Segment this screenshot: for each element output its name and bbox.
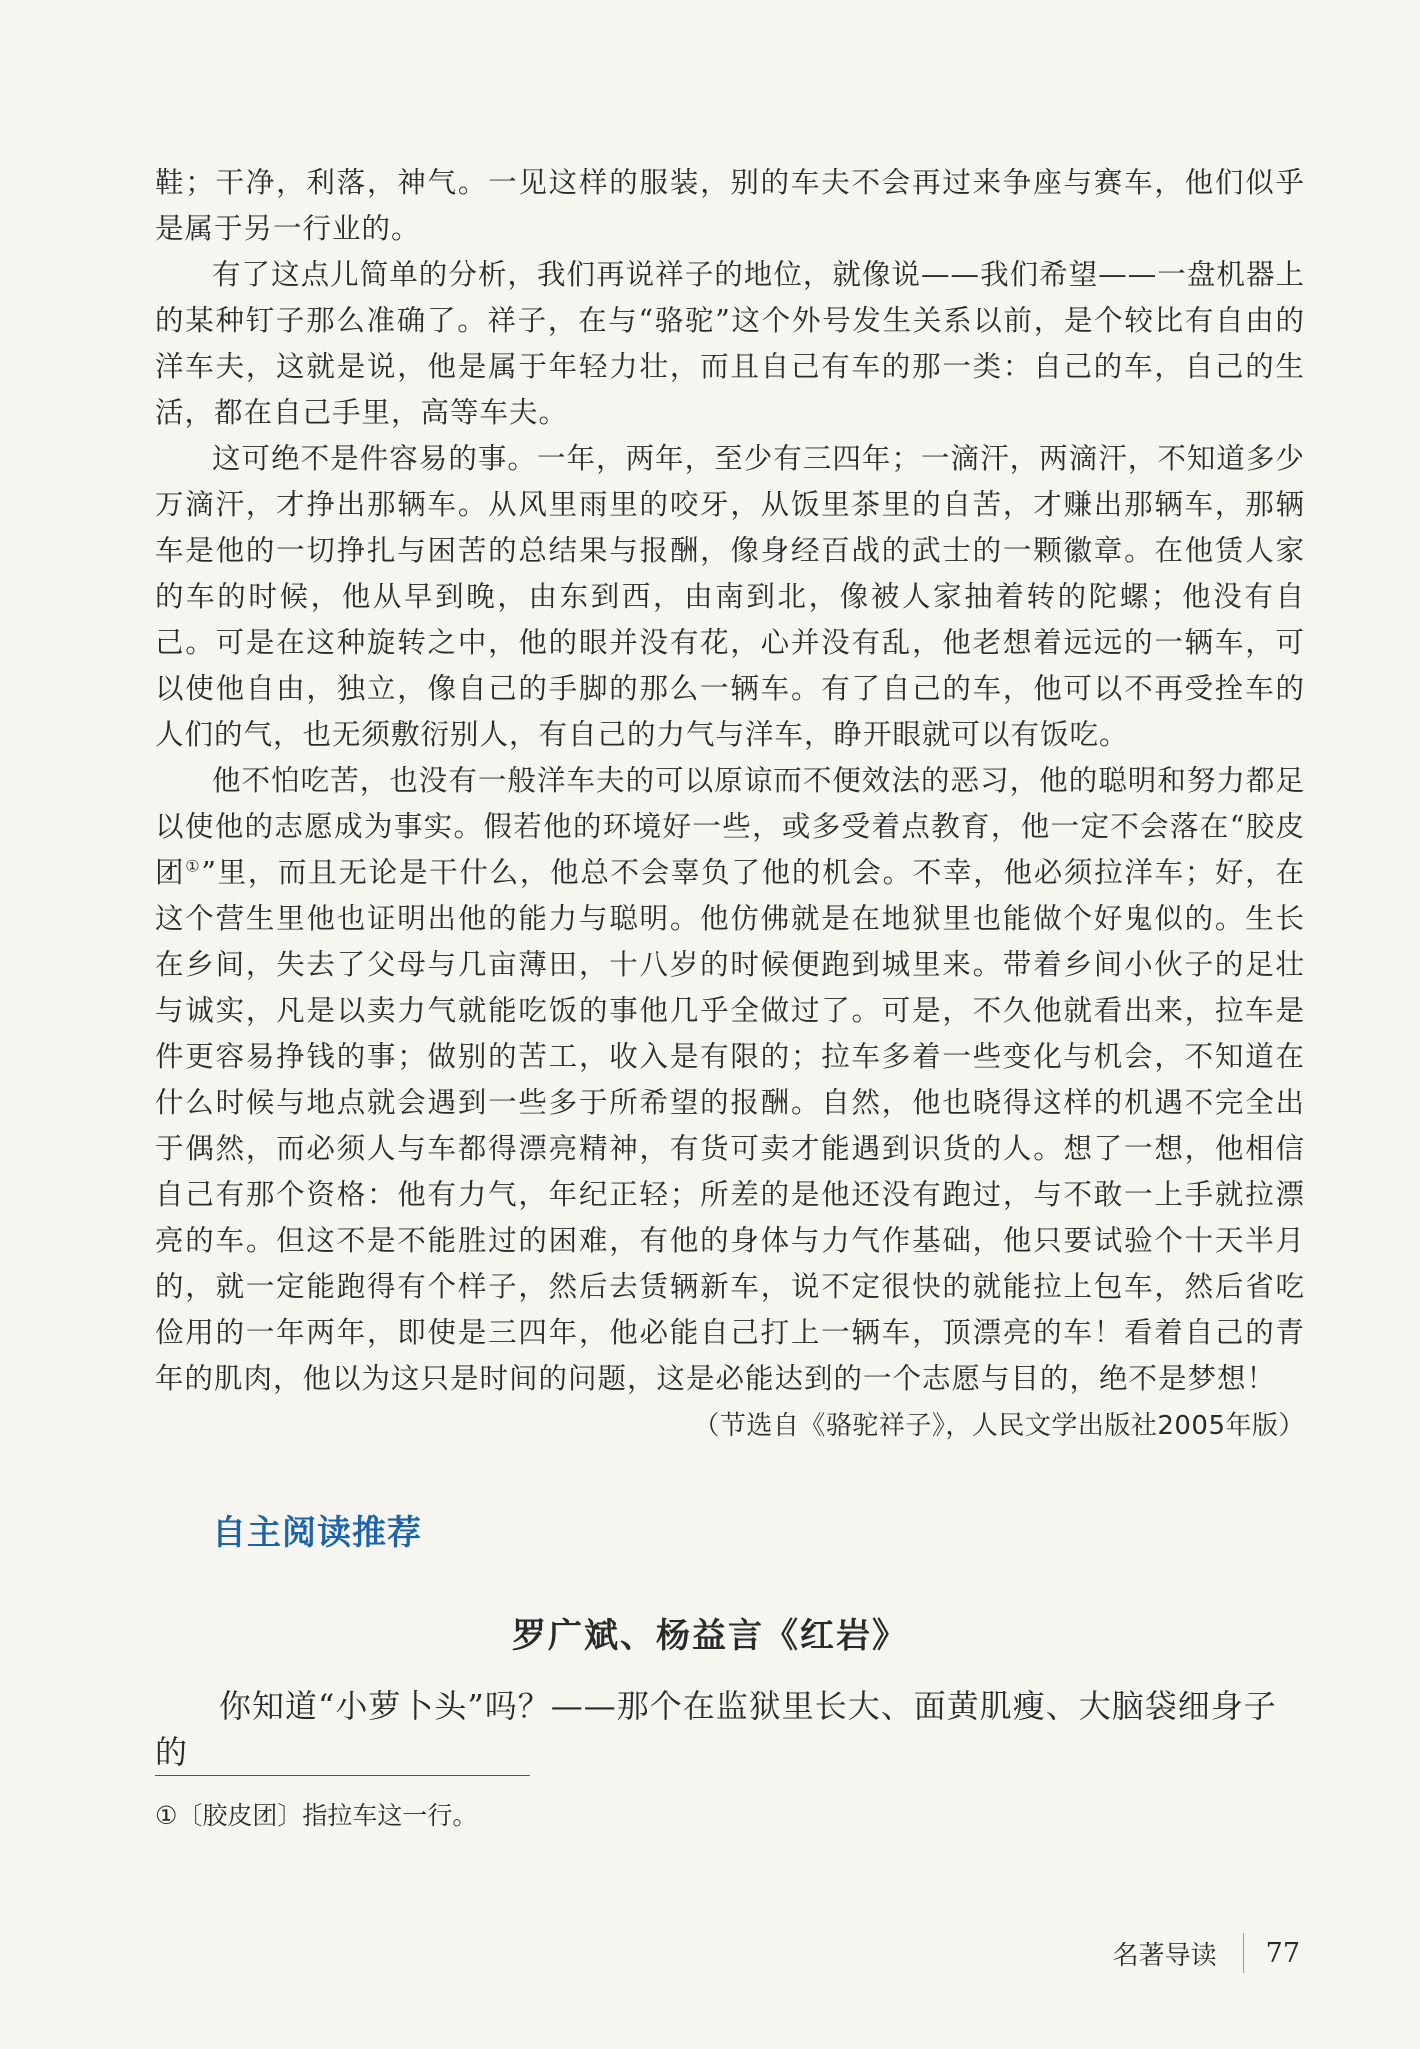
excerpt-body — [155, 160, 1305, 1448]
footer-divider — [1243, 1933, 1244, 1973]
recommendation-intro: 你知道“小萝卜头”吗？——那个在监狱里长大、面黄肌瘦、大脑袋细身子的 — [155, 1687, 1277, 1771]
footnote: ①〔胶皮团〕指拉车这一行。 — [155, 1801, 478, 1830]
footnote-divider — [155, 1775, 530, 1776]
page-footer — [1113, 1933, 1300, 1973]
paragraph-3: 这可绝不是件容易的事。一年，两年，至少有三四年；一滴汗，两滴汗，不知道多少万滴汗，才挣出那辆车。从风里雨里的咬牙，从饭里茶里的自苦，才赚出那辆车，那辆车是他的一切挣扎与困苦的总结果与报酬，像身经百战的武士的一颗徽章。在他赁人家的车的时候，他从早到晚，由东到西，由南到北，像被人家抽着转的陀螺；他没有自己。可是在这种旋转之中，他的眼并没有花，心并没有乱，他老想着远远的一辆车，可以使他自由，独立，像自己的手脚的那么一辆车。有了自己的车，他可以不再受拴车的人们的气，也无须敷衍别人，有自己的力气与洋车，睁开眼就可以有饭吃。 — [155, 442, 1305, 751]
footer-label: 名著导读 — [1112, 1940, 1217, 1971]
excerpt-source: （节选自《骆驼祥子》，人民文学出版社2005年版） — [693, 1411, 1305, 1441]
paragraph-2: 有了这点儿简单的分析，我们再说祥子的地位，就像说——我们希望——一盘机器上的某种钉子那么准确了。祥子，在与“骆驼”这个外号发生关系以前，是个较比有自由的洋车夫，这就是说，他是属于年轻力壮，而且自己有车的那一类：自己的车，自己的生活，都在自己手里，高等车夫。 — [155, 258, 1305, 429]
paragraph-4-part-b: ”里，而且无论是干什么，他总不会辜负了他的机会。不幸，他必须拉洋车；好，在这个营生里他也证明出他的能力与聪明。他仿佛就是在地狱里也能做个好鬼似的。生长在乡间，失去了父母与几亩薄田，十八岁的时候便跑到城里来。带着乡间小伙子的足壮与诚实，凡是以卖力气就能吃饭的事他几乎全做过了。可是，不久他就看出来，拉车是件更容易挣钱的事；做别的苦工，收入是有限的；拉车多着一些变化与机会，不知道在什么时候与地点就会遇到一些多于所希望的报酬。自然，他也晓得这样的机遇不完全出于偶然，而必须人与车都得漂亮精神，有货可卖才能遇到识货的人。想了一想，他相信自己有那个资格：他有力气，年纪正轻；所差的是他还没有跑过，与不敢一上手就拉漂亮的车。但这不是不能胜过的困难，有他的身体与力气作基础，他只要试验个十天半月的，就一定能跑得有个样子，然后去赁辆新车，说不定很快的就能拉上包车，然后省吃俭用的一年两年，即使是三四年，他必能自己打上一辆车，顶漂亮的车！看着自己的青年的肌肉，他以为这只是时间的问题，这是必能达到的一个志愿与目的，绝不是梦想！ — [155, 856, 1305, 1395]
footnote-marker: ① — [185, 856, 202, 876]
page-number: 77 — [1265, 1937, 1300, 1969]
book-title: 罗广斌、杨益言《红岩》 — [512, 1616, 908, 1656]
paragraph-1: 鞋；干净，利落，神气。一见这样的服装，别的车夫不会再过来争座与赛车，他们似乎是属于另一行业的。 — [155, 166, 1305, 245]
paragraph-4 — [155, 758, 1305, 1402]
section-heading: 自主阅读推荐 — [212, 1513, 422, 1553]
paragraph-4-part-a: 他不怕吃苦，也没有一般洋车夫的可以原谅而不便效法的恶习，他的聪明和努力都足以使他的志愿成为事实。假若他的环境好一些，或多受着点教育，他一定不会落在“胶皮团 — [155, 764, 1305, 889]
